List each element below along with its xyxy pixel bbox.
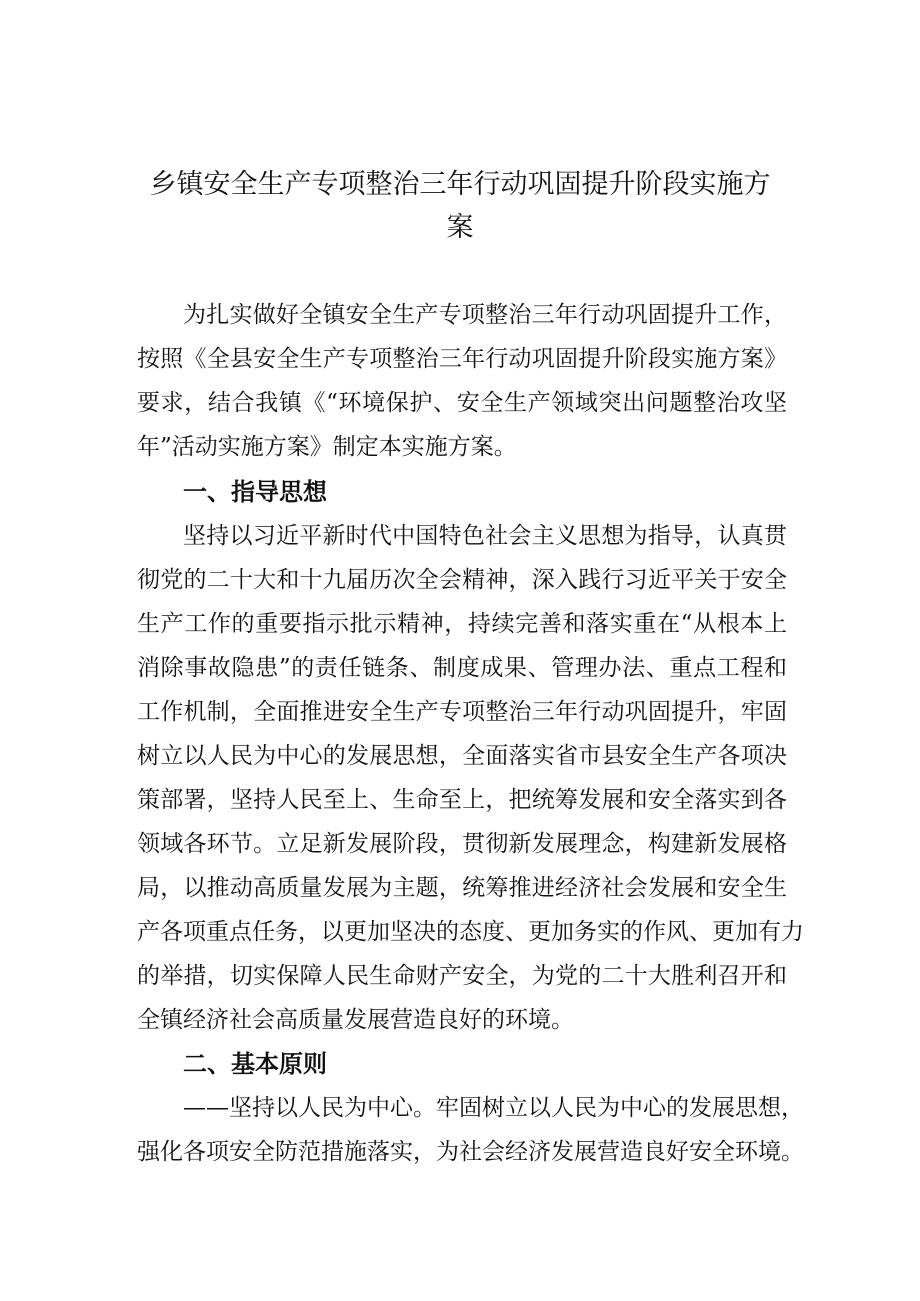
- section-1-line-8: 领域各环节。立足新发展阶段，贯彻新发展理念，构建新发展格: [137, 831, 787, 857]
- intro-line-1: 为扎实做好全镇安全生产专项整治三年行动巩固提升工作，: [183, 302, 787, 328]
- section-1-line-4: 消除事故隐患”的责任链条、制度成果、管理办法、重点工程和: [137, 655, 787, 681]
- section-2-heading: 二、基本原则: [183, 1050, 327, 1078]
- section-1-line-3: 生产工作的重要指示批示精神，持续完善和落实重在“从根本上: [137, 611, 787, 637]
- intro-line-3: 要求，结合我镇《“环境保护、安全生产领域突出问题整治攻坚: [137, 390, 787, 416]
- section-1-heading: 一、指导思想: [183, 478, 327, 506]
- section-1-line-9: 局，以推动高质量发展为主题，统筹推进经济社会发展和安全生: [137, 875, 787, 901]
- section-1-line-1: 坚持以习近平新时代中国特色社会主义思想为指导，认真贯: [183, 523, 787, 549]
- section-1-line-2: 彻党的二十大和十九届历次全会精神，深入践行习近平关于安全: [137, 567, 787, 593]
- intro-line-4: 年”活动实施方案》制定本实施方案。: [137, 434, 517, 460]
- document-title-line-1: 乡镇安全生产专项整治三年行动巩固提升阶段实施方: [149, 169, 771, 200]
- section-1-line-6: 树立以人民为中心的发展思想，全面落实省市县安全生产各项决: [137, 743, 787, 769]
- document-title-line-2: 案: [446, 212, 474, 243]
- intro-line-2: 按照《全县安全生产专项整治三年行动巩固提升阶段实施方案》: [137, 346, 787, 372]
- section-1-line-11: 的举措，切实保障人民生命财产安全，为党的二十大胜利召开和: [137, 963, 787, 989]
- section-2-line-1: ——坚持以人民为中心。牢固树立以人民为中心的发展思想，: [183, 1095, 804, 1121]
- section-1-line-12: 全镇经济社会高质量发展营造良好的环境。: [137, 1007, 574, 1033]
- section-1-line-7: 策部署，坚持人民至上、生命至上，把统筹发展和安全落实到各: [137, 787, 787, 813]
- section-2-line-2: 强化各项安全防范措施落实，为社会经济发展营造良好安全环境。: [137, 1139, 804, 1165]
- section-1-line-5: 工作机制，全面推进安全生产专项整治三年行动巩固提升，牢固: [137, 699, 787, 725]
- section-1-line-10: 产各项重点任务，以更加坚决的态度、更加务实的作风、更加有力: [137, 919, 804, 945]
